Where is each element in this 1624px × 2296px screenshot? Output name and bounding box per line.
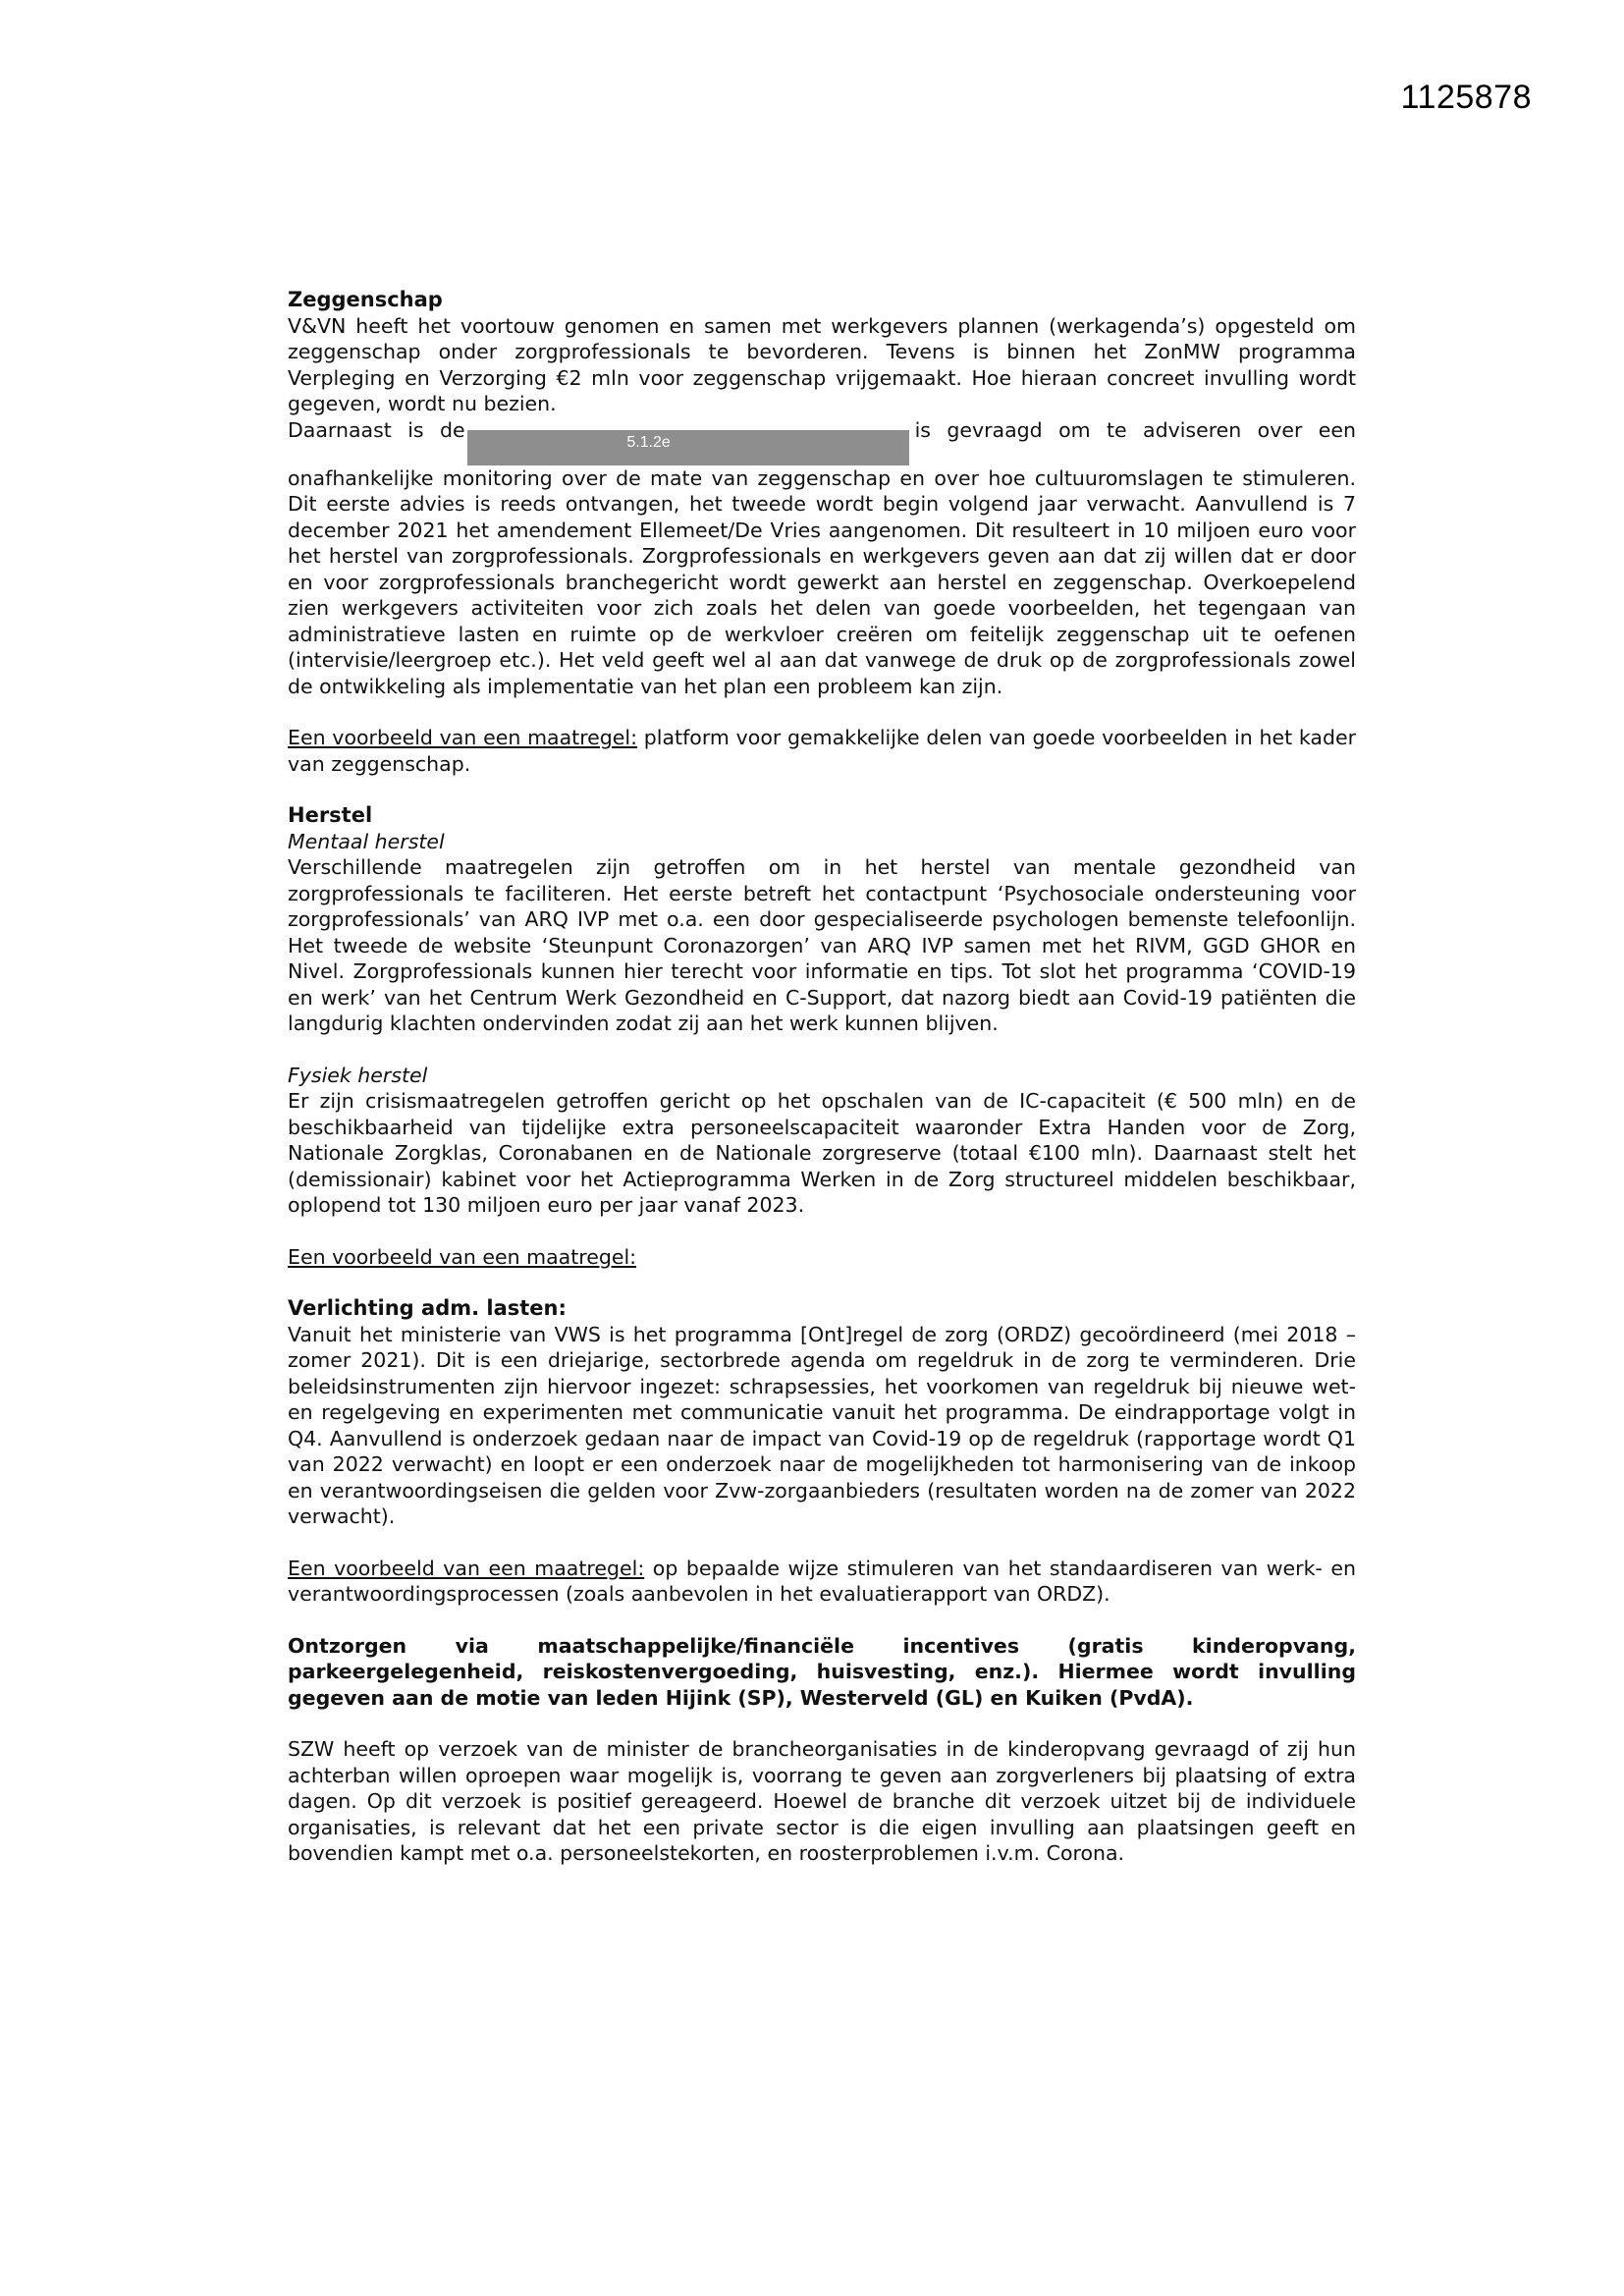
- heading-verlichting: Verlichting adm. lasten:: [288, 1296, 567, 1320]
- redaction-box: [467, 430, 909, 465]
- paragraph-fysiek-herstel: Er zijn crisismaatregelen getroffen gericht op het opschalen van de IC-capaciteit (€ 500 mln) en de beschikbaarheid van tijdelijke extra personeelscapaciteit waaronder Extra Handen voor de Zorg, Nationale Zorgklas, Coronabanen en de Nationale zorgreserve (totaal €100 mln). Daarnaast stelt het (demissionair) kabinet voor het Actieprogramma Werken in de Zorg structureel middelen beschikbaar, oplopend tot 130 miljoen euro per jaar vanaf 2023.: [288, 1089, 1356, 1217]
- document-body: [288, 287, 1356, 1867]
- paragraph-mentaal-herstel: Verschillende maatregelen zijn getroffen om in het herstel van mentale gezondheid van zorgprofessionals te faciliteren. Het eerste betreft het contactpunt ‘Psychosociale ondersteuning voor zorgprofessionals’ van ARQ IVP met o.a. een door gespecialiseerde psychologen bemenste telefoonlijn. Het tweede de website ‘Steunpunt Coronazorgen’ van ARQ IVP samen met het RIVM, GGD GHOR en Nivel. Zorgprofessionals kunnen hier terecht voor informatie en tips. Tot slot het programma ‘COVID-19 en werk’ van het Centrum Werk Gezondheid en C-Support, dat nazorg biedt aan Covid-19 patiënten die langdurig klachten ondervinden zodat zij aan het werk kunnen blijven.: [288, 855, 1356, 1035]
- paragraph-zeggenschap-1: V&VN heeft het voortouw genomen en samen met werkgevers plannen (werkagenda’s) opgesteld om zeggenschap onder zorgprofessionals te bevorderen. Tevens is binnen het ZonMW programma Verpleging en Verzorging €2 mln voor zeggenschap vrijgemaakt. Hoe hieraan concreet invulling wordt gegeven, wordt nu bezien.: [288, 313, 1356, 415]
- paragraph-zeggenschap-2-rest: is gevraagd om te adviseren over een onafhankelijke monitoring over de mate van zeggenschap en over hoe cultuuromslagen te stimuleren. Dit eerste advies is reeds ontvangen, het tweede wordt begin volgend jaar verwacht. Aanvullend is 7 december 2021 het amendement Ellemeet/De Vries aangenomen. Dit resulteert in 10 miljoen euro voor het herstel van zorgprofessionals. Zorgprofessionals en werkgevers geven aan dat zij willen dat er door en voor zorgprofessionals branchegericht wordt gewerkt aan herstel en zeggenschap. Overkoepelend zien werkgevers activiteiten voor zich zoals het delen van goede voorbeelden, het tegengaan van administratieve lasten en ruimte op de werkvloer creëren om feitelijk zeggenschap uit te oefenen (intervisie/leergroep etc.). Het veld geeft wel al aan dat vanwege de druk op de zorgprofessionals zowel de ontwikkeling als implementatie van het plan een probleem kan zijn.: [288, 417, 1356, 698]
- paragraph-verlichting: Vanuit het ministerie van VWS is het programma [Ont]regel de zorg (ORDZ) gecoördineerd (mei 2018 – zomer 2021). Dit is een driejarige, sectorbrede agenda om regeldruk in de zorg te verminderen. Drie beleidsinstrumenten zijn hiervoor ingezet: schrapsessies, het voorkomen van regeldruk bij nieuwe wet- en regelgeving en experimenten met communicatie vanuit het programma. De eindrapportage volgt in Q4. Aanvullend is onderzoek gedaan naar de impact van Covid-19 op de regeldruk (rapportage wordt Q1 van 2022 verwacht) en loopt er een onderzoek naar de mogelijkheden tot harmonisering van de inkoop en verantwoordingseisen die gelden voor Zvw-zorgaanbieders (resultaten worden na de zomer van 2022 verwacht).: [288, 1322, 1356, 1528]
- example-text: platform voor gemakkelijke delen van goede voorbeelden in het kader van zeggenschap.: [288, 726, 1357, 776]
- document-number: 1125878: [1400, 79, 1532, 116]
- subheading-fysiek-herstel: Fysiek herstel: [288, 1063, 428, 1087]
- example-text: op bepaalde wijze stimuleren van het standaardiseren van werk- en verantwoordingsprocessen (zoals aanbevolen in het evaluatierapport van ORDZ).: [288, 1556, 1356, 1606]
- heading-ontzorgen: Ontzorgen via maatschappelijke/financiële incentives (gratis kinderopvang, parkeergelegenheid, reiskostenvergoeding, huisvesting, enz.). Hiermee wordt invulling gegeven aan de motie van leden Hijink (SP), Westerveld (GL) en Kuiken (PvdA).: [288, 1633, 1356, 1710]
- example-label: Een voorbeeld van een maatregel:: [288, 1244, 637, 1269]
- redaction-label: 5.1.2e: [626, 433, 671, 451]
- heading-zeggenschap: Zeggenschap: [288, 288, 443, 311]
- heading-herstel: Herstel: [288, 803, 373, 827]
- example-label: Een voorbeeld van een maatregel:: [288, 726, 638, 749]
- paragraph-zeggenschap-2-start: Daarnaast is de: [288, 417, 465, 442]
- example-zeggenschap: [288, 725, 1356, 777]
- example-label: Een voorbeeld van een maatregel:: [288, 1556, 645, 1580]
- example-verlichting: [288, 1556, 1356, 1608]
- example-herstel: [288, 1244, 1356, 1271]
- subheading-mentaal-herstel: Mentaal herstel: [288, 829, 445, 853]
- paragraph-zeggenschap-2: [288, 417, 1356, 700]
- paragraph-ontzorgen: SZW heeft op verzoek van de minister de brancheorganisaties in de kinderopvang gevraagd of zij hun achterban willen oproepen waar mogelijk is, voorrang te geven aan zorgverleners bij plaatsing of extra dagen. Op dit verzoek is positief gereageerd. Hoewel de branche dit verzoek uitzet bij de individuele organisaties, is relevant dat het een private sector is die eigen invulling aan plaatsingen geeft en bovendien kampt met o.a. personeelstekorten, en roosterproblemen i.v.m. Corona.: [288, 1737, 1356, 1865]
